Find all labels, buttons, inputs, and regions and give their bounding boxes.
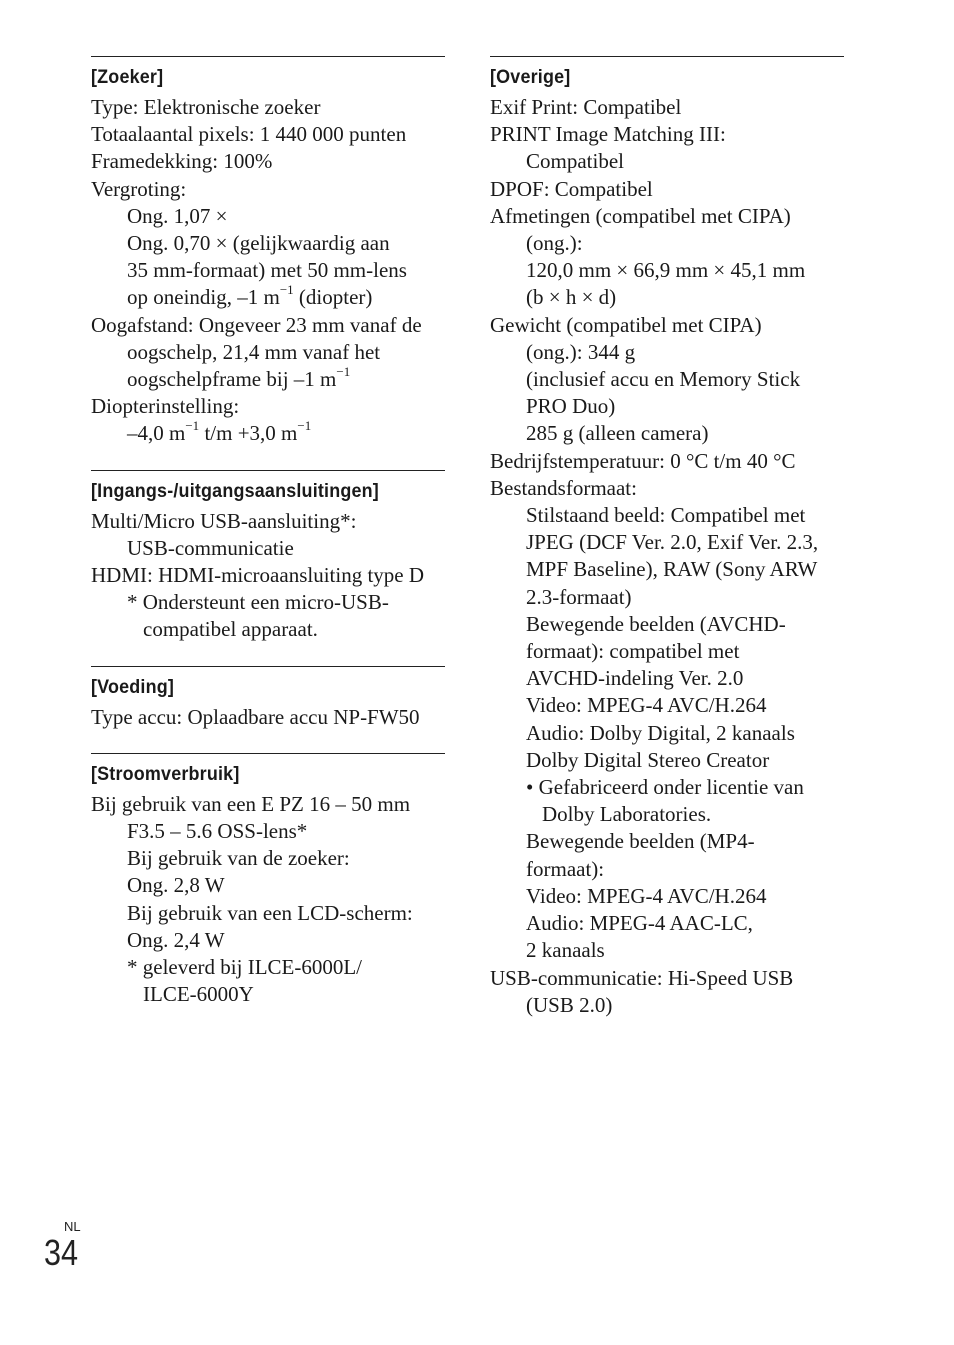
spec-line: Type: Elektronische zoeker: [91, 95, 321, 119]
spec-line: Ong. 2,4 W: [127, 927, 225, 952]
footnote-line: * geleverd bij ILCE-6000L/: [127, 955, 363, 980]
spec-line: Bestandsformaat:: [490, 475, 637, 500]
spec-line: Totaalaantal pixels: 1 440 000 punten: [91, 122, 407, 147]
section-title-stroomverbruik: [Stroomverbruik]: [91, 762, 240, 785]
spec-line: Stilstaand beeld: Compatibel met: [526, 503, 806, 528]
section-ingangs: [91, 470, 445, 644]
bullet-line: Dolby Laboratories.: [542, 802, 712, 827]
spec-line: Type accu: Oplaadbare accu NP-FW50: [91, 704, 420, 729]
spec-text: oogschelpframe bij –1 m: [127, 367, 337, 392]
spec-text: op oneindig, –1 m: [127, 285, 280, 310]
spec-line: Bij gebruik van de zoeker:: [127, 846, 350, 871]
spec-line: JPEG (DCF Ver. 2.0, Exif Ver. 2.3,: [526, 530, 819, 555]
spec-line: Ong. 1,07 ×: [127, 203, 228, 228]
spec-line: oogschelp, 21,4 mm vanaf het: [127, 339, 381, 364]
spec-line: Multi/Micro USB-aansluiting*:: [91, 508, 357, 533]
superscript: −1: [336, 364, 351, 380]
spec-line: formaat): compatibel met: [526, 639, 740, 664]
spec-line: (ong.): 344 g: [526, 339, 636, 364]
spec-line: Diopterinstelling:: [91, 394, 240, 419]
spec-text: (diopter): [293, 285, 373, 310]
spec-line: AVCHD-indeling Ver. 2.0: [526, 666, 744, 691]
spec-line: Compatibel: [526, 149, 624, 174]
section-title-zoeker: [Zoeker]: [91, 66, 164, 88]
right-column: [490, 56, 844, 1041]
section-zoeker: [91, 56, 445, 448]
spec-text: –4,0 m: [127, 421, 186, 446]
page-number: 34: [44, 1232, 79, 1273]
superscript: −1: [297, 418, 312, 434]
spec-line: Bedrijfstemperatuur: 0 °C t/m 40 °C: [490, 448, 796, 473]
spec-line: HDMI: HDMI-microaansluiting type D: [91, 563, 425, 588]
superscript: −1: [279, 282, 294, 298]
spec-line: F3.5 – 5.6 OSS-lens*: [127, 819, 308, 844]
spec-line: USB-communicatie: [127, 535, 294, 560]
language-label: NL: [64, 1219, 81, 1234]
section-stroomverbruik: [91, 753, 445, 1009]
spec-line: Oogafstand: Ongeveer 23 mm vanaf de: [91, 312, 422, 337]
spec-line: 2 kanaals: [526, 938, 605, 963]
spec-line: [91, 420, 445, 447]
section-title-ingangs: [Ingangs-/uitgangsaansluitingen]: [91, 479, 379, 502]
spec-line: Framedekking: 100%: [91, 149, 273, 174]
spec-line: MPF Baseline), RAW (Sony ARW: [526, 557, 818, 582]
spec-line: Audio: MPEG-4 AAC-LC,: [526, 911, 753, 936]
spec-line: PRO Duo): [526, 394, 616, 419]
spec-line: formaat):: [526, 856, 605, 881]
spec-line: (b × h × d): [526, 285, 617, 310]
spec-line: Gewicht (compatibel met CIPA): [490, 312, 762, 337]
spec-line: 120,0 mm × 66,9 mm × 45,1 mm: [526, 258, 806, 283]
spec-line: USB-communicatie: Hi-Speed USB: [490, 965, 794, 990]
spec-line: (ong.):: [526, 231, 583, 256]
superscript: −1: [185, 418, 200, 434]
spec-line: Video: MPEG-4 AVC/H.264: [526, 693, 767, 718]
spec-line: Bij gebruik van een E PZ 16 – 50 mm: [91, 791, 411, 816]
spec-line: (USB 2.0): [526, 992, 613, 1017]
section-voeding: [91, 666, 445, 731]
spec-line: [91, 366, 445, 393]
spec-line: Dolby Digital Stereo Creator: [526, 747, 770, 772]
section-overige: [490, 56, 844, 1019]
spec-line: Vergroting:: [91, 176, 187, 201]
spec-line: Bewegende beelden (AVCHD-: [526, 611, 786, 636]
spec-line: Ong. 2,8 W: [127, 873, 225, 898]
section-title-voeding: [Voeding]: [91, 675, 175, 698]
spec-text: t/m +3,0 m: [199, 421, 298, 446]
spec-line: Bij gebruik van een LCD-scherm:: [127, 900, 413, 925]
spec-line: 2.3-formaat): [526, 584, 632, 609]
spec-line: Bewegende beelden (MP4-: [526, 829, 755, 854]
spec-line: (inclusief accu en Memory Stick: [526, 367, 801, 392]
footnote-line: * Ondersteunt een micro-USB-: [127, 590, 389, 615]
footnote-line: compatibel apparaat.: [143, 617, 318, 642]
spec-line: 285 g (alleen camera): [526, 421, 709, 446]
spec-line: [91, 284, 445, 311]
spec-line: Video: MPEG-4 AVC/H.264: [526, 883, 767, 908]
spec-line: DPOF: Compatibel: [490, 176, 653, 201]
section-title-overige: [Overige]: [490, 66, 571, 88]
spec-line: Audio: Dolby Digital, 2 kanaals: [526, 720, 795, 745]
footnote-line: ILCE-6000Y: [143, 982, 254, 1007]
spec-line: 35 mm-formaat) met 50 mm-lens: [127, 258, 407, 283]
spec-line: PRINT Image Matching III:: [490, 122, 726, 147]
spec-line: Exif Print: Compatibel: [490, 95, 682, 119]
spec-line: Afmetingen (compatibel met CIPA): [490, 203, 791, 228]
bullet-line: • Gefabriceerd onder licentie van: [526, 775, 804, 800]
spec-line: Ong. 0,70 × (gelijkwaardig aan: [127, 231, 390, 256]
left-column: [91, 56, 445, 1030]
